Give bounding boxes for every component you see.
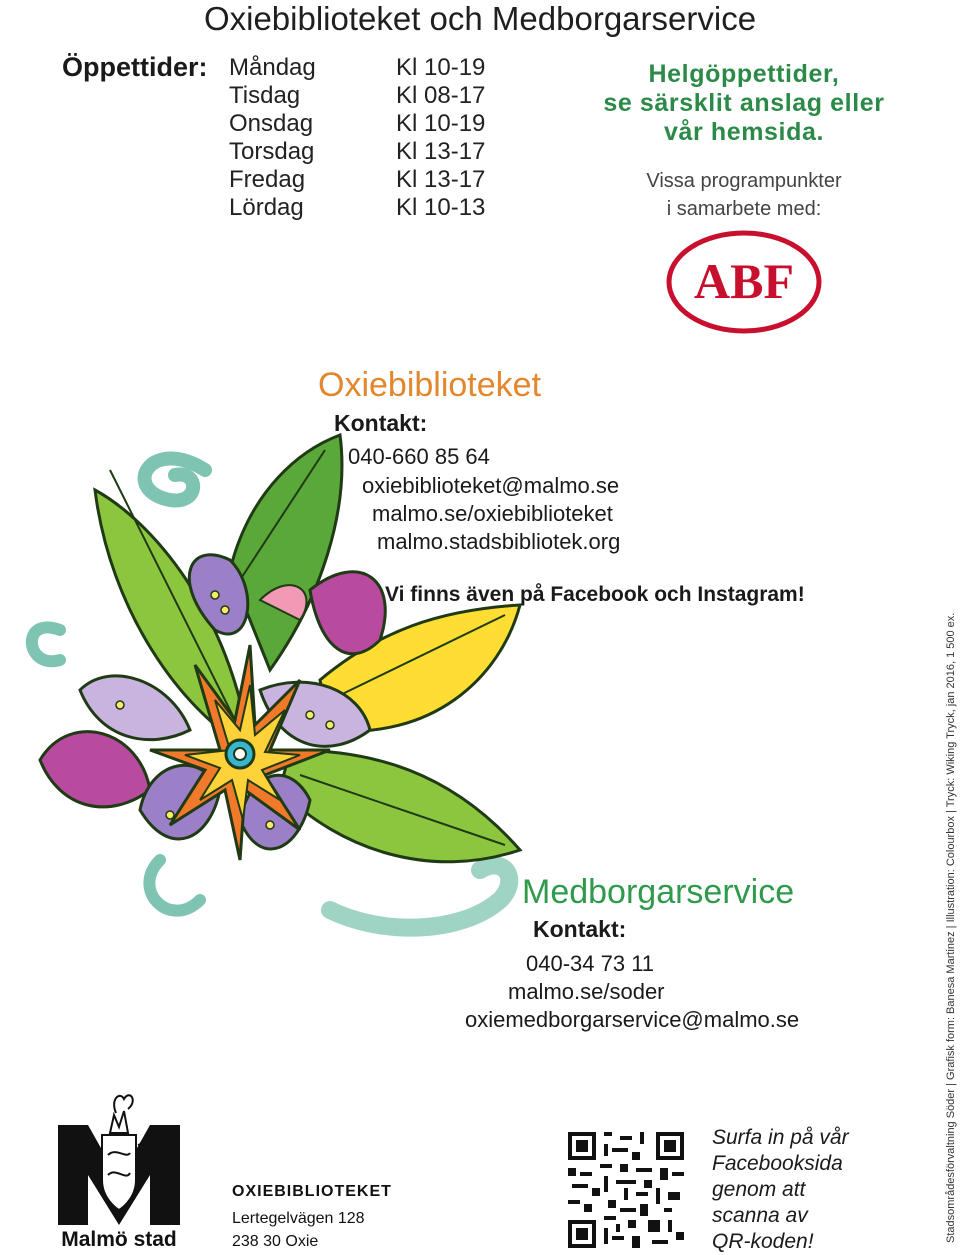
citizen-service-email[interactable]: oxiemedborgarservice@malmo.se bbox=[465, 1007, 800, 1032]
qr-line: genom att bbox=[712, 1178, 806, 1201]
library-stadsbibliotek-website[interactable]: malmo.stadsbibliotek.org bbox=[377, 529, 621, 554]
qr-instructions bbox=[712, 1125, 902, 1255]
time-thursday: Kl 13-17 bbox=[396, 138, 486, 165]
library-email[interactable]: oxiebiblioteket@malmo.se bbox=[362, 473, 620, 498]
weekend-line: Helgöppettider, bbox=[648, 60, 840, 88]
library-website[interactable]: malmo.se/oxiebiblioteket bbox=[372, 501, 613, 526]
time-wednesday: Kl 10-19 bbox=[396, 110, 486, 137]
print-credits: Stadsområdesförvaltning Söder | Grafisk form: Banesa Martinez | Illustration: Colourbox | Tryck: Wiking Tryck, jan 2016, 1 500 ex. bbox=[945, 612, 957, 1243]
citizen-service-contact-label: Kontakt: bbox=[533, 916, 627, 942]
day-monday: Måndag bbox=[229, 54, 316, 81]
address-zip: 238 30 Oxie bbox=[232, 1233, 319, 1250]
time-monday: Kl 10-19 bbox=[396, 54, 486, 81]
qr-line: QR-koden! bbox=[712, 1230, 814, 1253]
address-name: OXIEBIBLIOTEKET bbox=[232, 1183, 392, 1200]
citizen-service-phone[interactable]: 040-34 73 11 bbox=[526, 951, 655, 976]
library-title: Oxiebiblioteket bbox=[318, 366, 542, 404]
qr-line: scanna av bbox=[712, 1204, 808, 1227]
citizen-service-website[interactable]: malmo.se/soder bbox=[508, 979, 665, 1004]
day-tuesday: Tisdag bbox=[229, 82, 301, 109]
weekend-line: vår hemsida. bbox=[663, 118, 825, 146]
partner-notice bbox=[596, 167, 892, 223]
day-thursday: Torsdag bbox=[229, 138, 315, 165]
abf-logo-text: ABF bbox=[694, 253, 794, 309]
time-friday: Kl 13-17 bbox=[396, 166, 486, 193]
page-title: Oxiebiblioteket och Medborgarservice bbox=[203, 0, 757, 37]
qr-line: Surfa in på vår bbox=[712, 1126, 849, 1149]
opening-days bbox=[229, 54, 316, 222]
time-saturday: Kl 10-13 bbox=[396, 194, 486, 221]
partner-line: i samarbete med: bbox=[666, 198, 822, 220]
time-tuesday: Kl 08-17 bbox=[396, 82, 486, 109]
day-wednesday: Onsdag bbox=[229, 110, 314, 137]
opening-hours-label: Öppettider: bbox=[62, 52, 208, 82]
citizen-service-title: Medborgarservice bbox=[522, 873, 795, 911]
library-contact-label: Kontakt: bbox=[334, 410, 428, 436]
malmo-city-crest bbox=[58, 1085, 180, 1225]
day-friday: Fredag bbox=[229, 166, 306, 193]
library-phone[interactable]: 040-660 85 64 bbox=[348, 444, 490, 469]
address-street: Lertegelvägen 128 bbox=[232, 1210, 365, 1227]
partner-line: Vissa programpunkter bbox=[646, 170, 842, 192]
weekend-line: se särsklit anslag eller bbox=[603, 89, 885, 117]
qr-line: Facebooksida bbox=[712, 1152, 843, 1175]
weekend-hours-notice bbox=[596, 60, 892, 147]
city-name: Malmö stad bbox=[61, 1228, 177, 1251]
abf-logo bbox=[666, 230, 822, 334]
opening-times bbox=[396, 54, 485, 222]
day-saturday: Lördag bbox=[229, 194, 304, 221]
social-media-note: Vi finns även på Facebook och Instagram! bbox=[385, 583, 805, 606]
qr-code[interactable] bbox=[568, 1132, 684, 1248]
